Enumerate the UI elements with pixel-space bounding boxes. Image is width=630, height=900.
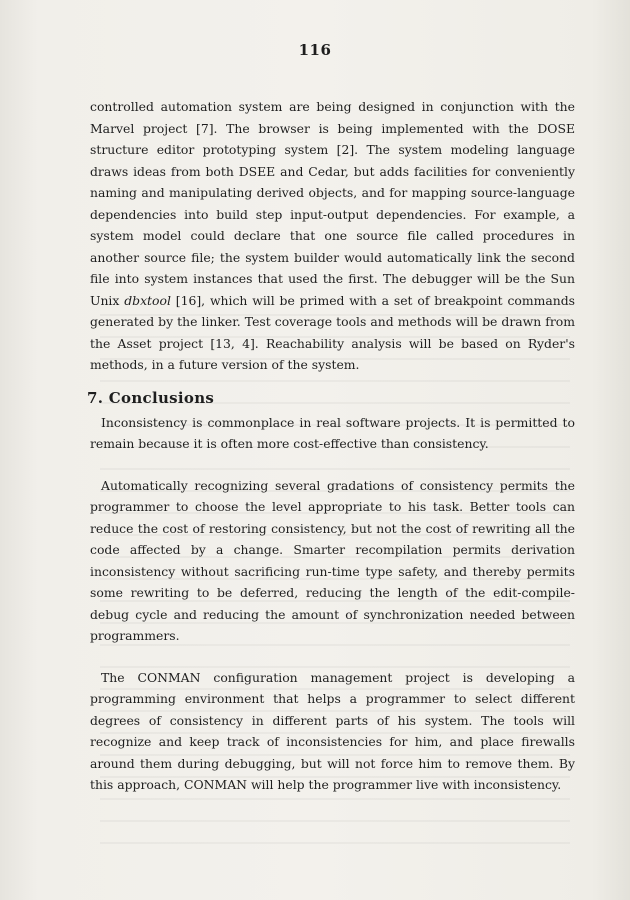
paragraph-conman: [90, 667, 575, 796]
paragraph-text: configuration management project is developing a programming environment that helps a programmer to select different degrees of consistency in different parts of his system. The tools will recognize and keep track of inconsistencies for him, and place firewalls around them during debugging, but will not force him to remove them. By this approach,: [90, 669, 575, 792]
section-heading-conclusions: 7. Conclusions: [87, 388, 215, 407]
paragraph-text: controlled automation system are being designed in conjunction with the Marvel project [7]. The browser is being implemented with the DOSE structure editor prototyping system [2]. The system modeling language draws ideas from both DSEE and Cedar, but adds facilities for conveniently naming and manipulating derived objects, and for mapping source-language dependencies into build step input-output dependencies. For example, a system model could declare that one source file called procedures in another source file; the system builder would automatically link the second file into system instances that used the first. The debugger will be the Sun Unix: [90, 99, 575, 308]
page-body: [87, 96, 576, 796]
paragraph-system-description: [90, 96, 575, 376]
paragraph-text: will help the programmer live with inconsistency.: [247, 777, 562, 792]
paragraph-text: [16], which will be primed with a set of breakpoint commands generated by the linker. Test coverage tools and methods will be drawn from the Asset project [13, 4]. Reachability analysis will be based on Ryder's methods, in a future version of the system.: [90, 292, 576, 372]
paragraph-gradations: Automatically recognizing several gradations of consistency permits the programmer to choose the level appropriate to his task. Better tools can reduce the cost of restoring consistency, but not the cost of rewriting all the code affected by a change. Smarter recompilation permits derivation inconsistency without sacrificing run-time type safety, and thereby permits some rewriting to be deferred, reducing the length of the edit-compile-debug cycle and reducing the amount of synchronization needed between programmers.: [90, 477, 575, 643]
project-name-conman: CONMAN: [184, 777, 248, 792]
paragraph-text: The: [101, 669, 138, 685]
tool-name-dbxtool: dbxtool: [124, 292, 171, 308]
paragraph-inconsistency: Inconsistency is commonplace in real software projects. It is permitted to remain because it is often more cost-effective than consistency.: [90, 414, 575, 451]
project-name-conman: CONMAN: [137, 669, 201, 685]
page-number: 116: [298, 41, 332, 59]
